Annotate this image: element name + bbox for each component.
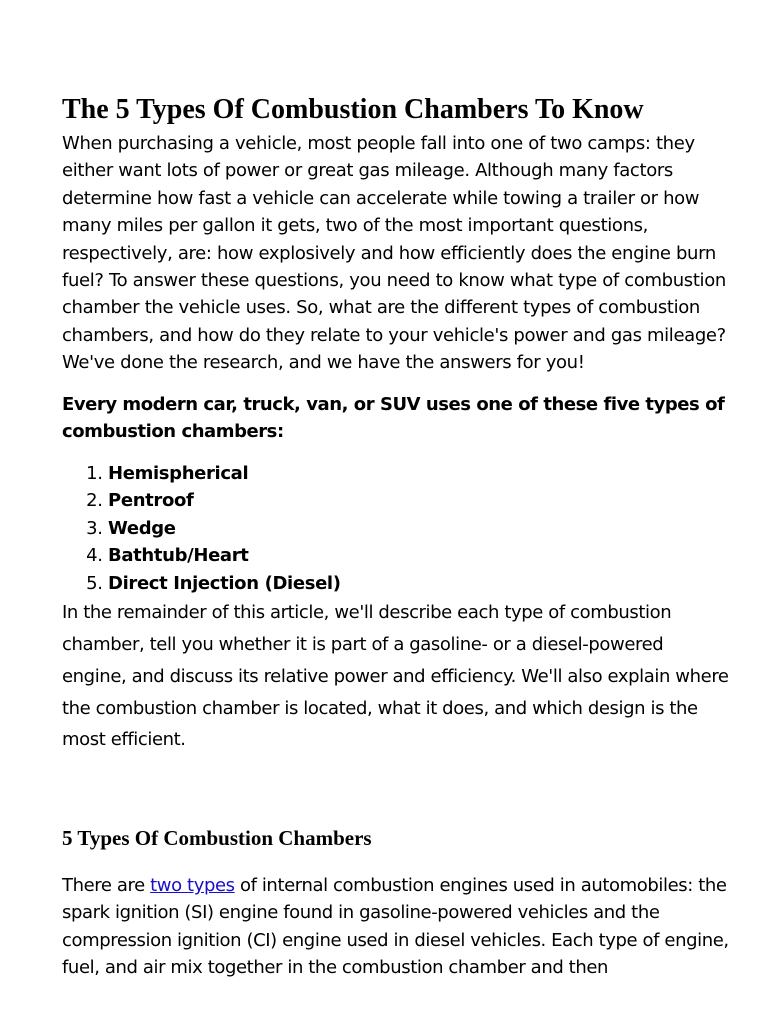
section-text-after-link: of internal combustion engines used in automobiles: the spark ignition (SI) engine found in gasoline-powered vehicles and the compression ignition (CI) engine used in diesel vehicles. Each type of engine, fuel, and air mix together in the combustion chamber and then bbox=[62, 875, 729, 979]
section-text-before-link: There are bbox=[62, 875, 151, 897]
article-title: The 5 Types Of Combustion Chambers To Know bbox=[62, 94, 644, 125]
list-item bbox=[108, 542, 732, 570]
section-paragraph bbox=[62, 872, 732, 981]
remainder-paragraph: In the remainder of this article, we'll describe each type of combustion chamber, tell you whether it is part of a gasoline- or a diesel-powered engine, and discuss its relative power and efficiency. We'll also explain where the combustion chamber is located, what it does, and which design is the most efficient. bbox=[62, 602, 729, 751]
type-name: Pentroof bbox=[108, 490, 194, 512]
list-item bbox=[108, 515, 732, 543]
intro-paragraph: When purchasing a vehicle, most people fall into one of two camps: they either want lots of power or great gas mileage. Although many factors determine how fast a vehicle can accelerate while towing a trailer or how many miles per gallon it gets, two of the most important questions, respectively, are: how explosively and how efficiently does the engine burn fuel? To answer these questions, you need to know what type of combustion chamber the vehicle uses. So, what are the different types of combustion chambers, and how do they relate to your vehicle's power and gas mileage? We've done the research, and we have the answers for you! bbox=[62, 133, 726, 374]
type-name: Bathtub/Heart bbox=[108, 545, 249, 567]
list-item bbox=[108, 460, 732, 488]
list-lead: Every modern car, truck, van, or SUV uses one of these five types of combustion chambers: bbox=[62, 393, 725, 443]
list-item bbox=[108, 487, 732, 515]
two-types-link[interactable]: two types bbox=[150, 875, 235, 897]
list-item bbox=[108, 570, 732, 598]
section-heading: 5 Types Of Combustion Chambers bbox=[62, 826, 372, 851]
article bbox=[62, 90, 732, 981]
type-name: Hemispherical bbox=[108, 462, 249, 484]
types-list bbox=[62, 460, 732, 598]
type-name: Wedge bbox=[108, 517, 176, 539]
type-name: Direct Injection (Diesel) bbox=[108, 572, 341, 594]
